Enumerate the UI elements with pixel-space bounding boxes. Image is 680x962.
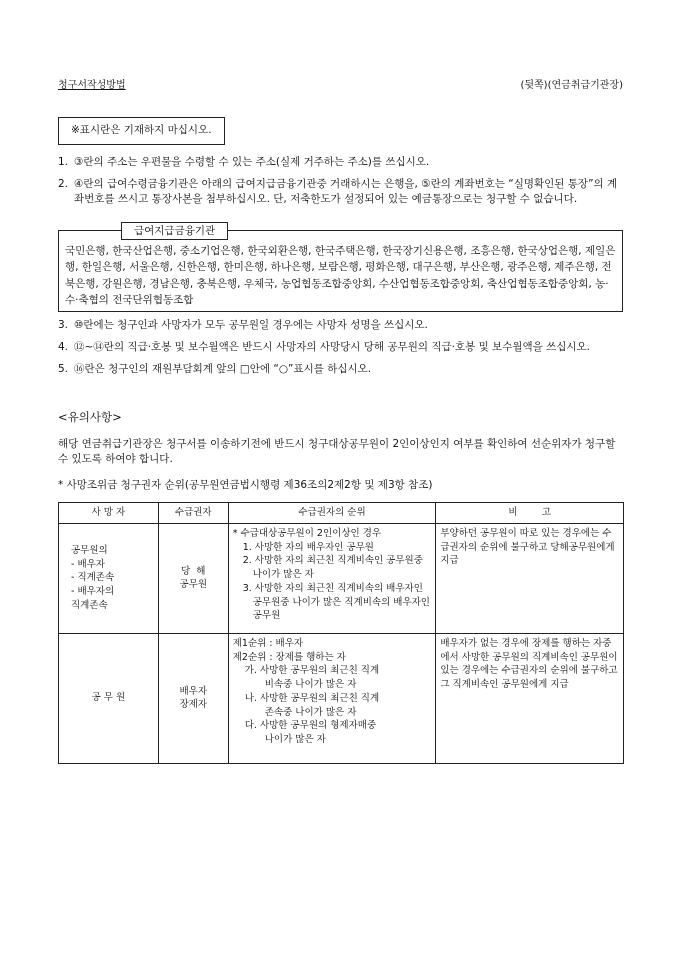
notes-title: <유의사항> [58, 410, 122, 425]
header [58, 78, 623, 93]
priority-table [58, 502, 624, 764]
institutions-box [58, 225, 623, 312]
deceased-cell: 공무원의 - 배우자 - 직계존속 - 배우자의 직계존속 [59, 523, 159, 633]
column-header: 수급권자 [158, 502, 228, 523]
notes-paragraph: 해당 연금취급기관장은 청구서를 이송하기전에 반드시 청구대상공무원이 2인이상인지 여부를 확인하여 선순위자가 청구할 수 있도록 하여야 합니다. [58, 437, 616, 466]
order-cell: * 수급대상공무원이 2인이상인 경우 1. 사망한 자의 배우자인 공무원 2. 사망한 자의 최근친 직계비속인 공무원중 나이가 많은 자 3. 사망한 자의 최근친 직계비속의 배우자인 공무원중 나이가 많은 직계비속의 배우자인 공무원 [228, 523, 436, 633]
remark-cell: 배우자가 없는 경우에 장제를 행하는 자중에서 사망한 공무원의 직계비속인 공무원이 있는 경우에는 수급권자의 순위에 불구하고 그 직계비속인 공무원에게 지급 [436, 633, 624, 763]
column-header: 비 고 [436, 502, 624, 523]
instruction-item: 1. ③란의 주소는 우편물을 수령할 수 있는 주소(실제 거주하는 주소)를 쓰십시오. [58, 155, 430, 168]
instruction-item: 2. ④란의 급여수령금융기관은 아래의 급여지급금융기관중 거래하시는 은행을, ⑤란의 계좌번호는 “실명확인된 통장”의 계좌번호를 쓰시고 통장사본을 첨부하십시오. 단, 저축한도가 설정되어 있는 예금통장으로는 청구할 수 없습니다. [58, 177, 618, 206]
institutions-title: 급여지급금융기관 [121, 222, 228, 240]
page-title: 청구서작성방법 [58, 80, 126, 91]
instruction-item: 4. ⑫~⑭란의 직급·호봉 및 보수월액은 반드시 사망자의 사망당시 당해 공무원의 직급·호봉 및 보수월액을 쓰십시오. [58, 340, 591, 353]
instruction-item: 3. ⑩란에는 청구인과 사망자가 모두 공무원일 경우에는 사망자 성명을 쓰십시오. [58, 319, 428, 332]
institutions-list: 국민은행, 한국산업은행, 중소기업은행, 한국외환은행, 한국주택은행, 한국장기신용은행, 조흥은행, 한국상업은행, 제일은행, 한일은행, 서울은행, 신한은행, 한미은행, 하나은행, 보람은행, 평화은행, 대구은행, 부산은행, 광주은행, 제주은행, 전북은행, 강원은행, 경남은행, 충북은행, 우체국, 농업협동조합중앙회, 수산업협동조합중앙회, 축산업협동조합중앙회, 농·수·축협의 전국단위협동조합 [65, 245, 616, 306]
column-header: 수급권자의 순위 [228, 502, 436, 523]
table-row [59, 523, 624, 633]
notice-box: ※표시란은 기재하지 마십시오. [58, 117, 225, 145]
deceased-cell: 공 무 원 [59, 633, 159, 763]
table-caption: * 사망조위금 청구권자 순위(공무원연금법시행령 제36조의2제2항 및 제3항 참조) [58, 479, 433, 492]
table-row [59, 633, 624, 763]
recipient-cell: 배우자 장제자 [158, 633, 228, 763]
side-note: (뒷쪽)(연금취급기관장) [520, 80, 623, 91]
column-header: 사 망 자 [59, 502, 159, 523]
document-page [58, 78, 623, 764]
table-header-row [59, 502, 624, 523]
remark-cell: 부양하던 공무원이 따로 있는 경우에는 수급권자의 순위에 불구하고 당해공무원에게 지급 [436, 523, 624, 633]
instruction-item: 5. ⑯란은 청구인의 재원부담회계 앞의 □안에 “○”표시를 하십시오. [58, 362, 372, 375]
order-cell: 제1순위 : 배우자 제2순위 : 장제를 행하는 자 가. 사망한 공무원의 최근친 직계 비속중 나이가 많은 자 나. 사망한 공무원의 최근친 직계 존속중 나이가 많은 자 다. 사망한 공무원의 형제자매중 나이가 많은 자 [228, 633, 436, 763]
recipient-cell: 당 해 공무원 [158, 523, 228, 633]
